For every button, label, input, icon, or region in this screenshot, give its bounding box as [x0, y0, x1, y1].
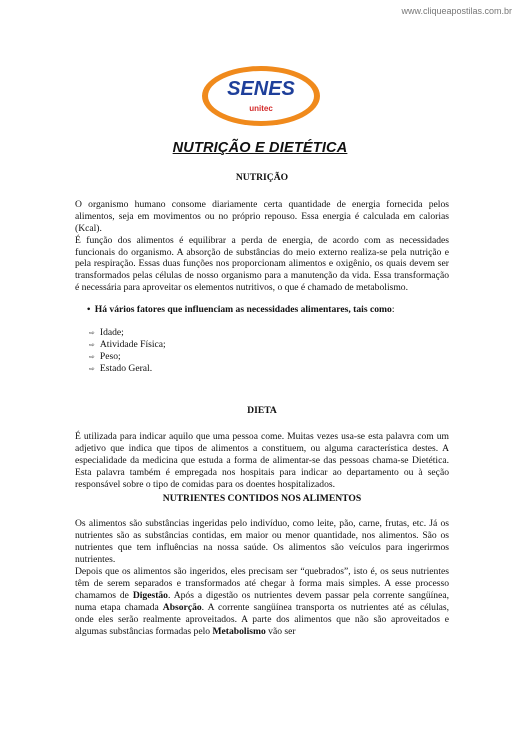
list-item: ⇨ Peso; — [89, 351, 121, 363]
logo-brand: SENES — [227, 78, 295, 100]
list-item: ⇨ Estado Geral. — [89, 363, 153, 375]
page-title: NUTRIÇÃO E DIETÉTICA — [172, 140, 348, 156]
fatores-colon: : — [391, 304, 395, 316]
fatores-list — [75, 327, 449, 375]
site-url: www.cliqueapostilas.com.br — [401, 6, 512, 16]
logo-sub: unitec — [249, 104, 273, 113]
arrow-right-icon: ⇨ — [89, 341, 95, 350]
nutrientes-paragraph-2: Depois que os alimentos são ingeridos, eles precisam ser “quebrados”, isto é, os seus nutrientes têm de serem separados e transformados até chegar à forma mais simples. A esse processo chamamos de Digestão. Após a digestão os nutrientes devem passar pela corrente sangüínea, numa etapa chamada Absorção. A corrente sangüínea transporta os nutrientes até as células, onde eles serão realmente aproveitados. A parte dos alimentos que não são aproveitados e algumas substâncias formadas pelo Metabolismo vão ser — [75, 566, 449, 637]
term-metabolismo: Metabolismo — [212, 625, 266, 637]
fatores-line — [87, 304, 449, 316]
arrow-right-icon: ⇨ — [89, 365, 95, 374]
heading-dieta: DIETA — [247, 405, 277, 417]
nutrientes-paragraph-1: Os alimentos são substâncias ingeridas pelo indivíduo, como leite, pão, carne, frutas, etc. Já os nutrientes são as substâncias contidas, em maior ou menor quantidade, nos alimentos. São os nutrientes que tem influências na nossa saúde. Os alimentos são veículos para ingerirmos nutrientes. — [75, 518, 449, 566]
nutricao-paragraph-2: É função dos alimentos é equilibrar a perda de energia, de acordo com as necessidades funcionais do organismo. A absorção de substâncias do meio externo realiza-se pela nutrição e pela respiração. Essas duas funções nos proporcionam alimentos e oxigênio, os quais devem ser transformados pelas células de nosso organismo para a manutenção da vida. Essa transformação é necessária para aproveitar os elementos nutritivos, o que é chamado de metabolismo. — [75, 234, 449, 294]
term-digestao: Digestão — [132, 589, 168, 601]
bullet-icon: • — [87, 304, 91, 316]
heading-nutrientes: NUTRIENTES CONTIDOS NOS ALIMENTOS — [162, 492, 362, 504]
logo-graphic — [200, 64, 322, 128]
list-item: ⇨ Atividade Física; — [89, 339, 166, 351]
senes-unitec-logo — [200, 64, 322, 128]
heading-nutricao: NUTRIÇÃO — [235, 172, 289, 183]
nutricao-paragraph-1: O organismo humano consome diariamente certa quantidade de energia fornecida pelos alimentos, seja em movimentos ou no próprio repouso. Essa energia é calculada em calorias (Kcal). — [75, 198, 449, 234]
arrow-right-icon: ⇨ — [89, 353, 95, 362]
dieta-paragraph: É utilizada para indicar aquilo que uma pessoa come. Muitas vezes usa-se esta palavra com um adjetivo que indica que tipos de alimentos a constituem, ou alguma característica destes. A especialidade da medicina que estuda a forma de alimentar-se das pessoas chama-se Dietética. Esta palavra também é empregada nos hospitais para indicar ao departamento ou à seção responsável sobre o tipo de comidas para os doentes hospitalizados. — [75, 430, 449, 490]
arrow-right-icon: ⇨ — [89, 329, 95, 338]
fatores-text: Há vários fatores que influenciam as necessidades alimentares, tais como — [94, 304, 392, 316]
list-item: ⇨ Idade; — [89, 327, 124, 339]
document-body — [75, 170, 449, 637]
term-absorcao: Absorção — [162, 601, 202, 613]
